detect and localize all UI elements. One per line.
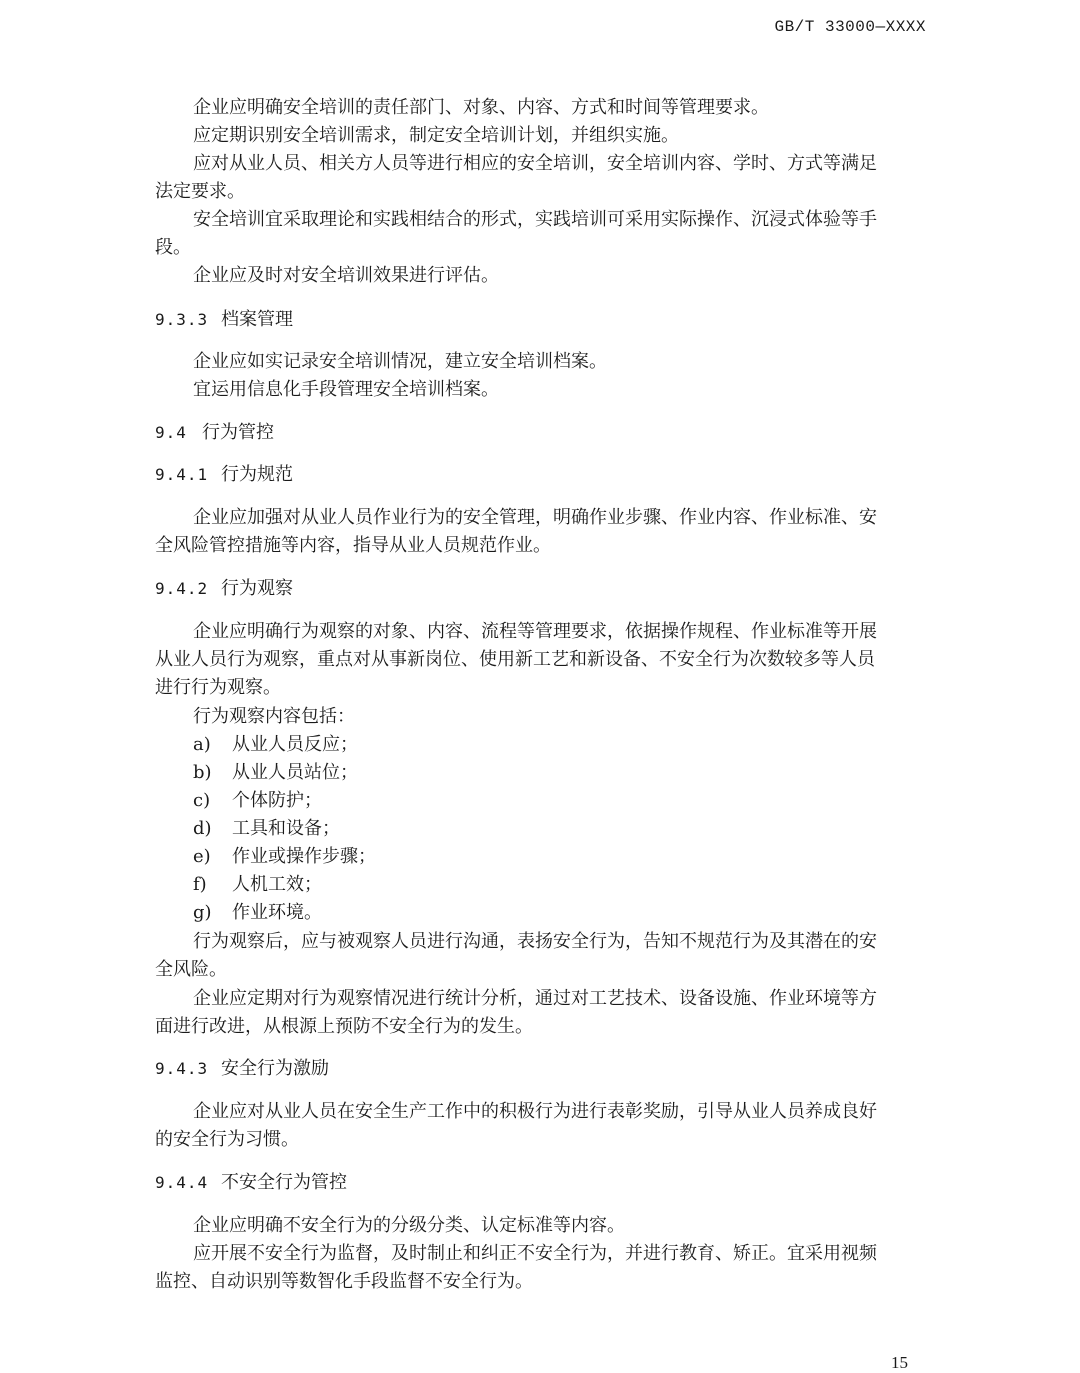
list-item	[193, 761, 358, 785]
page-number: 15	[891, 1353, 908, 1372]
list-item-label: b)	[193, 762, 212, 783]
list-item-label: d)	[193, 818, 212, 839]
section-heading-9-3-3	[155, 308, 293, 332]
paragraph-line: 行为观察后，应与被观察人员进行沟通，表扬安全行为，告知不规范行为及其潜在的安	[193, 931, 877, 952]
paragraph-line: 进行行为观察。	[155, 677, 281, 698]
paragraph-line: 段。	[155, 237, 191, 258]
paragraph-line: 的安全行为习惯。	[155, 1129, 299, 1150]
paragraph-line: 应定期识别安全培训需求，制定安全培训计划，并组织实施。	[193, 125, 679, 146]
paragraph-line: 全风险管控措施等内容，指导从业人员规范作业。	[155, 535, 551, 556]
section-heading-9-4	[155, 421, 274, 445]
list-item-label: e)	[193, 846, 211, 867]
section-title: 安全行为激励	[221, 1058, 329, 1079]
paragraph-line: 企业应及时对安全培训效果进行评估。	[193, 265, 499, 286]
section-title: 行为管控	[202, 422, 274, 443]
section-number: 9.4.4	[155, 1173, 209, 1192]
paragraph-line: 企业应明确不安全行为的分级分类、认定标准等内容。	[193, 1215, 625, 1236]
list-item-text: 作业或操作步骤；	[232, 846, 376, 867]
list-item	[193, 817, 340, 841]
paragraph-line: 从业人员行为观察，重点对从事新岗位、使用新工艺和新设备、不安全行为次数较多等人员	[155, 649, 875, 670]
paragraph-line: 企业应加强对从业人员作业行为的安全管理，明确作业步骤、作业内容、作业标准、安	[193, 507, 877, 528]
section-title: 行为观察	[221, 578, 293, 599]
section-number: 9.4	[155, 423, 187, 442]
list-item-label: f)	[193, 874, 207, 895]
list-item-label: a)	[193, 734, 211, 755]
list-item	[193, 845, 376, 869]
paragraph-line: 企业应明确安全培训的责任部门、对象、内容、方式和时间等管理要求。	[193, 97, 769, 118]
paragraph-line: 企业应如实记录安全培训情况，建立安全培训档案。	[193, 351, 607, 372]
section-number: 9.4.3	[155, 1059, 209, 1078]
list-item	[193, 789, 322, 813]
list-item-text: 工具和设备；	[232, 818, 340, 839]
paragraph-line: 企业应定期对行为观察情况进行统计分析，通过对工艺技术、设备设施、作业环境等方	[193, 988, 877, 1009]
paragraph-line: 行为观察内容包括：	[193, 706, 355, 727]
list-item	[193, 901, 322, 925]
paragraph-line: 企业应明确行为观察的对象、内容、流程等管理要求，依据操作规程、作业标准等开展	[193, 621, 877, 642]
paragraph-line: 企业应对从业人员在安全生产工作中的积极行为进行表彰奖励，引导从业人员养成良好	[193, 1101, 877, 1122]
list-item-text: 个体防护；	[232, 790, 322, 811]
section-heading-9-4-4	[155, 1171, 347, 1195]
list-item-label: c)	[193, 790, 211, 811]
section-number: 9.4.2	[155, 579, 209, 598]
section-title: 行为规范	[221, 464, 293, 485]
document-code: GB/T 33000—XXXX	[774, 18, 926, 36]
section-heading-9-4-2	[155, 577, 293, 601]
list-item	[193, 873, 322, 897]
paragraph-line: 面进行改进，从根源上预防不安全行为的发生。	[155, 1016, 533, 1037]
paragraph-line: 应对从业人员、相关方人员等进行相应的安全培训，安全培训内容、学时、方式等满足	[193, 153, 877, 174]
paragraph-line: 应开展不安全行为监督，及时制止和纠正不安全行为，并进行教育、矫正。宜采用视频	[193, 1243, 877, 1264]
list-item-label: g)	[193, 902, 212, 923]
section-number: 9.3.3	[155, 310, 209, 329]
paragraph-line: 全风险。	[155, 959, 227, 980]
list-item-text: 人机工效；	[232, 874, 322, 895]
section-title: 档案管理	[221, 309, 293, 330]
paragraph-line: 监控、自动识别等数智化手段监督不安全行为。	[155, 1271, 533, 1292]
list-item-text: 从业人员站位；	[232, 762, 358, 783]
section-heading-9-4-3	[155, 1057, 329, 1081]
section-title: 不安全行为管控	[221, 1172, 347, 1193]
paragraph-line: 安全培训宜采取理论和实践相结合的形式，实践培训可采用实际操作、沉浸式体验等手	[193, 209, 877, 230]
section-number: 9.4.1	[155, 465, 209, 484]
list-item-text: 从业人员反应；	[232, 734, 358, 755]
paragraph-line: 宜运用信息化手段管理安全培训档案。	[193, 379, 499, 400]
list-item	[193, 733, 358, 757]
list-item-text: 作业环境。	[232, 902, 322, 923]
paragraph-line: 法定要求。	[155, 181, 245, 202]
section-heading-9-4-1	[155, 463, 293, 487]
